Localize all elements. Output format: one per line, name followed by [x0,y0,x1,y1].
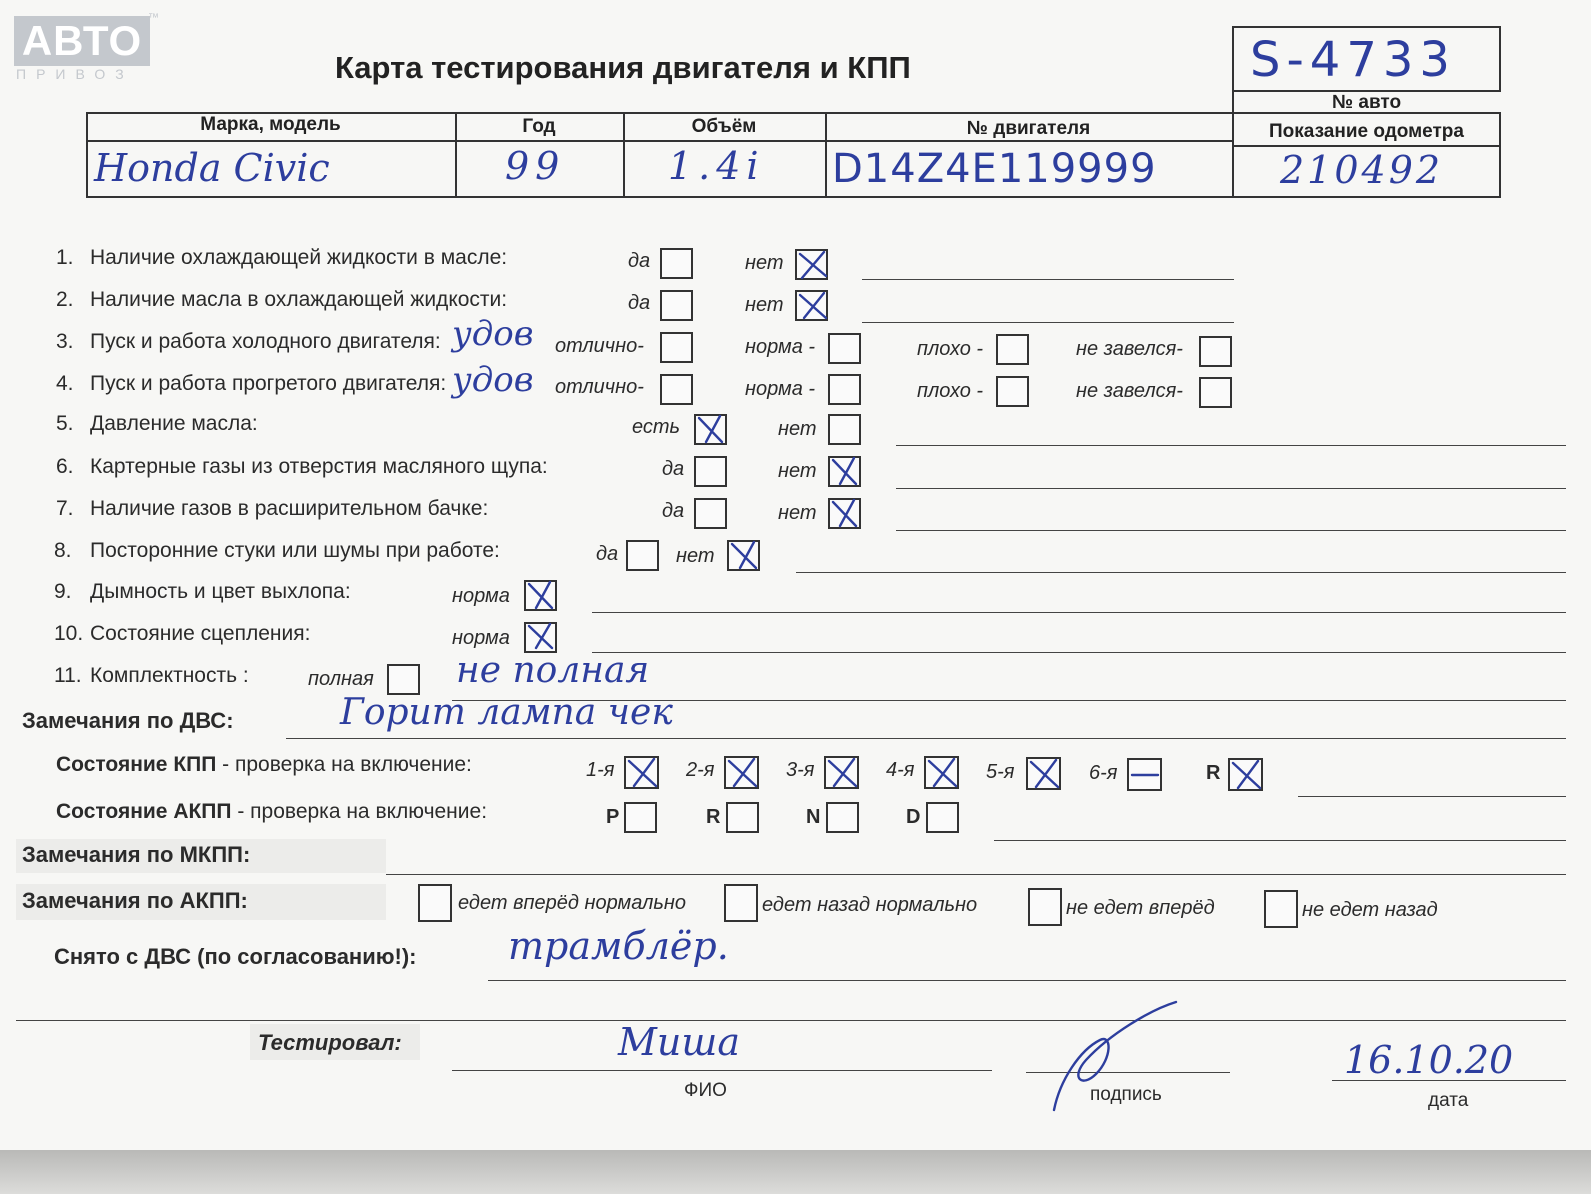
logo-tm: ™ [148,12,159,24]
item-number: 9. [54,580,72,603]
check-mark [833,500,856,526]
option-label: не завелся- [1076,338,1183,360]
item-label: Картерные газы из отверстия масляного щупа: [90,455,548,478]
option-label: да [662,458,685,480]
header-make-model: Марка, модель [200,114,341,135]
item-number: 1. [56,246,74,269]
option-label: да [628,250,651,272]
remarks-dvs-label: Замечания по ДВС: [22,708,234,733]
item-label: Комплектность : [90,664,249,687]
value-odometer: 210492 [1280,148,1444,192]
gear-label: R [1206,762,1221,784]
option-label: да [662,500,685,522]
item-label: Наличие газов в расширительном бачке: [90,497,489,520]
item-label: Пуск и работа холодного двигателя: [90,330,441,353]
kpp-label-rest: - проверка на включение: [216,753,472,776]
option-label: не едет назад [1302,899,1438,921]
tested-label: Тестировал: [258,1030,402,1055]
tester-name: Миша [618,1020,741,1064]
option-label: плохо - [917,380,984,402]
option-label: не завелся- [1076,380,1183,402]
option-label: да [596,543,619,565]
value-make-model: Honda Civic [94,146,330,190]
check-mark [529,582,552,608]
test-date: 16.10.20 [1344,1038,1514,1082]
name-caption: ФИО [684,1080,727,1101]
value-year: 99 [505,144,566,188]
item-label: Пуск и работа прогретого двигателя: [90,372,447,395]
option-label: не едет вперёд [1066,897,1215,919]
item-number: 7. [56,497,74,520]
item-label: Состояние сцепления: [90,622,311,645]
check-mark [829,759,856,786]
signature-caption: подпись [1090,1084,1162,1105]
kpp-label-bold: Состояние КПП [56,753,217,776]
item-number: 5. [56,412,74,435]
logo-subtitle: ПРИВОЗ [16,66,134,82]
option-label: нет [778,460,817,482]
item-number: 2. [56,288,74,311]
mode-label: R [706,806,721,828]
item-number: 10. [54,622,84,645]
option-label: едет назад нормально [762,894,978,916]
option-label: отлично- [555,376,644,398]
remarks-dvs-value: Горит лампа чек [340,692,673,733]
handwritten-note: не полная [456,650,650,691]
option-label: нет [745,294,784,316]
car-number-label: № авто [1331,92,1402,113]
option-label: норма [452,627,510,649]
check-mark [729,759,756,786]
header-year: Год [522,116,556,137]
handwritten-note: удов [452,314,534,354]
check-mark [1233,761,1260,788]
mode-label: D [906,806,921,828]
check-mark [1031,760,1058,787]
option-label: да [628,292,651,314]
gear-label: 4-я [886,759,915,781]
scan-edge-shadow [0,1150,1591,1194]
item-label: Наличие масла в охлаждающей жидкости: [90,288,508,311]
check-mark [929,759,956,786]
gear-label: 3-я [786,759,815,781]
akpp-label-rest: - проверка на включение: [231,800,488,823]
item-label: Давление масла: [90,412,258,435]
page-title: Карта тестирования двигателя и КПП [335,50,911,85]
item-number: 11. [54,664,82,687]
check-mark [529,624,552,648]
option-label: отлично- [555,335,644,357]
date-caption: дата [1428,1090,1469,1111]
logo-text: АВТО [21,17,143,64]
item-number: 6. [56,455,74,478]
header-odometer: Показание одометра [1269,121,1464,142]
option-label: нет [745,252,784,274]
header-volume: Объём [691,116,757,137]
mode-label: N [806,806,821,828]
header-engine-number: № двигателя [966,118,1091,139]
mode-label: P [606,806,620,828]
option-label: полная [308,668,374,690]
item-number: 8. [54,539,72,562]
item-number: 3. [56,330,74,353]
item-label: Дымность и цвет выхлопа: [90,580,351,603]
removed-value: трамблёр. [508,924,729,968]
remarks-akpp-label: Замечания по АКПП: [22,888,248,913]
check-mark [629,759,656,786]
option-label: нет [778,418,817,440]
option-label: едет вперёд нормально [458,892,687,914]
gear-label: 1-я [586,759,615,781]
check-mark [800,293,826,318]
option-label: нет [676,545,715,567]
item-label: Наличие охлаждающей жидкости в масле: [90,246,508,269]
option-label: нет [778,502,817,524]
signature-scribble [1054,1002,1176,1110]
item-label: Посторонние стуки или шумы при работе: [90,539,500,562]
option-label: плохо - [917,338,984,360]
option-label: есть [632,416,681,438]
check-mark [800,252,826,278]
gear-label: 6-я [1089,762,1118,784]
removed-label: Снято с ДВС (по согласованию!): [54,944,417,969]
value-volume: 1.4i [668,144,765,188]
gear-label: 5-я [986,761,1015,783]
handwritten-note: удов [452,360,534,400]
option-label: норма - [745,378,816,400]
check-mark [699,416,722,442]
value-engine-number: D14Z4E119999 [832,146,1157,192]
car-number-value: S-4733 [1250,32,1456,88]
option-label: норма [452,585,510,607]
akpp-label-bold: Состояние АКПП [56,800,232,823]
remarks-mkpp-label: Замечания по МКПП: [22,842,251,867]
check-mark [833,458,856,484]
item-number: 4. [56,372,74,395]
option-label: норма - [745,336,816,358]
check-mark [732,542,756,568]
gear-label: 2-я [686,759,715,781]
